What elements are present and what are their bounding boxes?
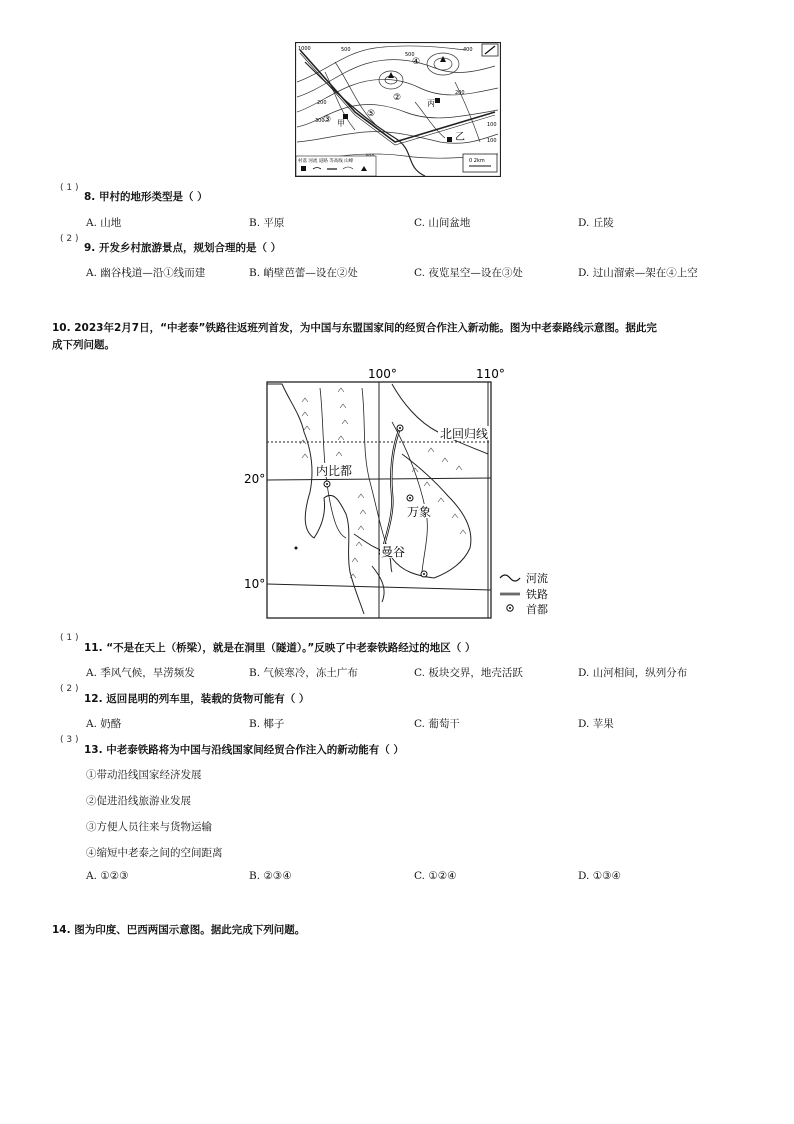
village-bing: 丙 xyxy=(427,99,435,108)
village-jia: 甲 xyxy=(337,119,345,128)
railway-route-map xyxy=(242,362,582,620)
q8-option-d[interactable]: D. 丘陵 xyxy=(578,217,614,229)
q8-option-a[interactable]: A. 山地 xyxy=(86,217,122,229)
point-2: ② xyxy=(393,93,402,103)
contour-label: 300 xyxy=(315,118,325,124)
question-14-intro: 14. 图为印度、巴西两国示意图。据此完成下列问题。 xyxy=(52,924,306,936)
sub-question-number: ( 2 ) xyxy=(60,684,79,694)
q9-option-c[interactable]: C. 夜览星空—设在③处 xyxy=(414,267,523,279)
q12-option-d[interactable]: D. 苹果 xyxy=(578,718,614,730)
bangkok-label: 曼谷 xyxy=(381,545,406,559)
sub-question-number: ( 1 ) xyxy=(60,183,79,193)
q12-option-c[interactable]: C. 葡萄干 xyxy=(414,718,460,730)
vientiane-label: 万象 xyxy=(407,505,432,519)
q8-option-c[interactable]: C. 山间盆地 xyxy=(414,217,471,229)
point-4: ④ xyxy=(412,57,421,67)
q9-option-b[interactable]: B. 峭壁芭蕾—设在②处 xyxy=(249,267,358,279)
question-10-intro-line2: 成下列问题。 xyxy=(52,339,115,351)
legend-river: 河流 xyxy=(526,572,548,585)
contour-label: 400 xyxy=(463,47,473,53)
point-5: ⑤ xyxy=(367,109,376,119)
sub-question-number: ( 3 ) xyxy=(60,735,79,745)
point-3: ③ xyxy=(323,115,332,125)
q11-option-d[interactable]: D. 山河相间，纵列分布 xyxy=(578,667,688,679)
contour-label: 500 xyxy=(341,47,351,53)
village-yi: 乙 xyxy=(455,132,465,143)
contour-label: 200 xyxy=(317,100,327,106)
q13-option-d[interactable]: D. ①③④ xyxy=(578,870,621,882)
q13-statement-2: ②促进沿线旅游业发展 xyxy=(86,795,191,807)
contour-label: 100 xyxy=(487,122,497,128)
q13-statement-3: ③方便人员往来与货物运输 xyxy=(86,821,212,833)
contour-map xyxy=(295,42,501,177)
contour-label: 100 xyxy=(487,138,497,144)
q13-statement-4: ④缩短中老泰之间的空间距离 xyxy=(86,847,223,859)
q13-option-c[interactable]: C. ①②④ xyxy=(414,870,457,882)
q13-statement-1: ①带动沿线国家经济发展 xyxy=(86,769,202,781)
question-13-stem: 13. 中老泰铁路将为中国与沿线国家间经贸合作注入的新动能有（ ） xyxy=(84,744,404,756)
naypyidaw-label: 内比都 xyxy=(316,464,353,478)
q12-option-b[interactable]: B. 椰子 xyxy=(249,718,285,730)
question-12-stem: 12. 返回昆明的列车里，装载的货物可能有（ ） xyxy=(84,693,310,705)
question-8-stem: 8. 甲村的地形类型是（ ） xyxy=(84,191,208,203)
q11-option-c[interactable]: C. 板块交界，地壳活跃 xyxy=(414,667,523,679)
q13-option-b[interactable]: B. ②③④ xyxy=(249,870,292,882)
q9-option-d[interactable]: D. 过山溜索—架在④上空 xyxy=(578,267,698,279)
q8-option-b[interactable]: B. 平原 xyxy=(249,217,285,229)
q9-option-a[interactable]: A. 幽谷栈道—沿①线而建 xyxy=(86,267,206,279)
contour-label: 500 xyxy=(405,52,415,58)
contour-label: 200 xyxy=(455,90,465,96)
q13-option-a[interactable]: A. ①②③ xyxy=(86,870,129,882)
longitude-100: 100° xyxy=(368,367,397,381)
tropic-of-cancer-label: 北回归线 xyxy=(440,427,489,441)
latitude-10: 10° xyxy=(244,577,266,591)
latitude-20: 20° xyxy=(244,472,266,486)
contour-label-1000: 1000 xyxy=(298,46,311,52)
q11-option-a[interactable]: A. 季风气候，旱涝频发 xyxy=(86,667,195,679)
scale-label: 0 2km xyxy=(469,158,485,164)
sub-question-number: ( 2 ) xyxy=(60,234,79,244)
map-legend: 村落 河流 道路 等高线 山峰 xyxy=(298,159,354,164)
longitude-110: 110° xyxy=(476,367,505,381)
question-10-intro-line1: 10. 2023年2月7日，“中老泰”铁路往返班列首发，为中国与东盟国家间的经贸合作注入新动能。图为中老泰路线示意图。据此完 xyxy=(52,322,657,334)
question-11-stem: 11. “不是在天上（桥梁），就是在洞里（隧道）。”反映了中老泰铁路经过的地区（ ） xyxy=(84,642,476,654)
legend-capital: 首都 xyxy=(526,603,548,616)
sub-question-number: ( 1 ) xyxy=(60,633,79,643)
question-9-stem: 9. 开发乡村旅游景点，规划合理的是（ ） xyxy=(84,242,282,254)
q11-option-b[interactable]: B. 气候寒冷，冻土广布 xyxy=(249,667,358,679)
legend-railway: 铁路 xyxy=(526,588,548,601)
q12-option-a[interactable]: A. 奶酪 xyxy=(86,718,122,730)
